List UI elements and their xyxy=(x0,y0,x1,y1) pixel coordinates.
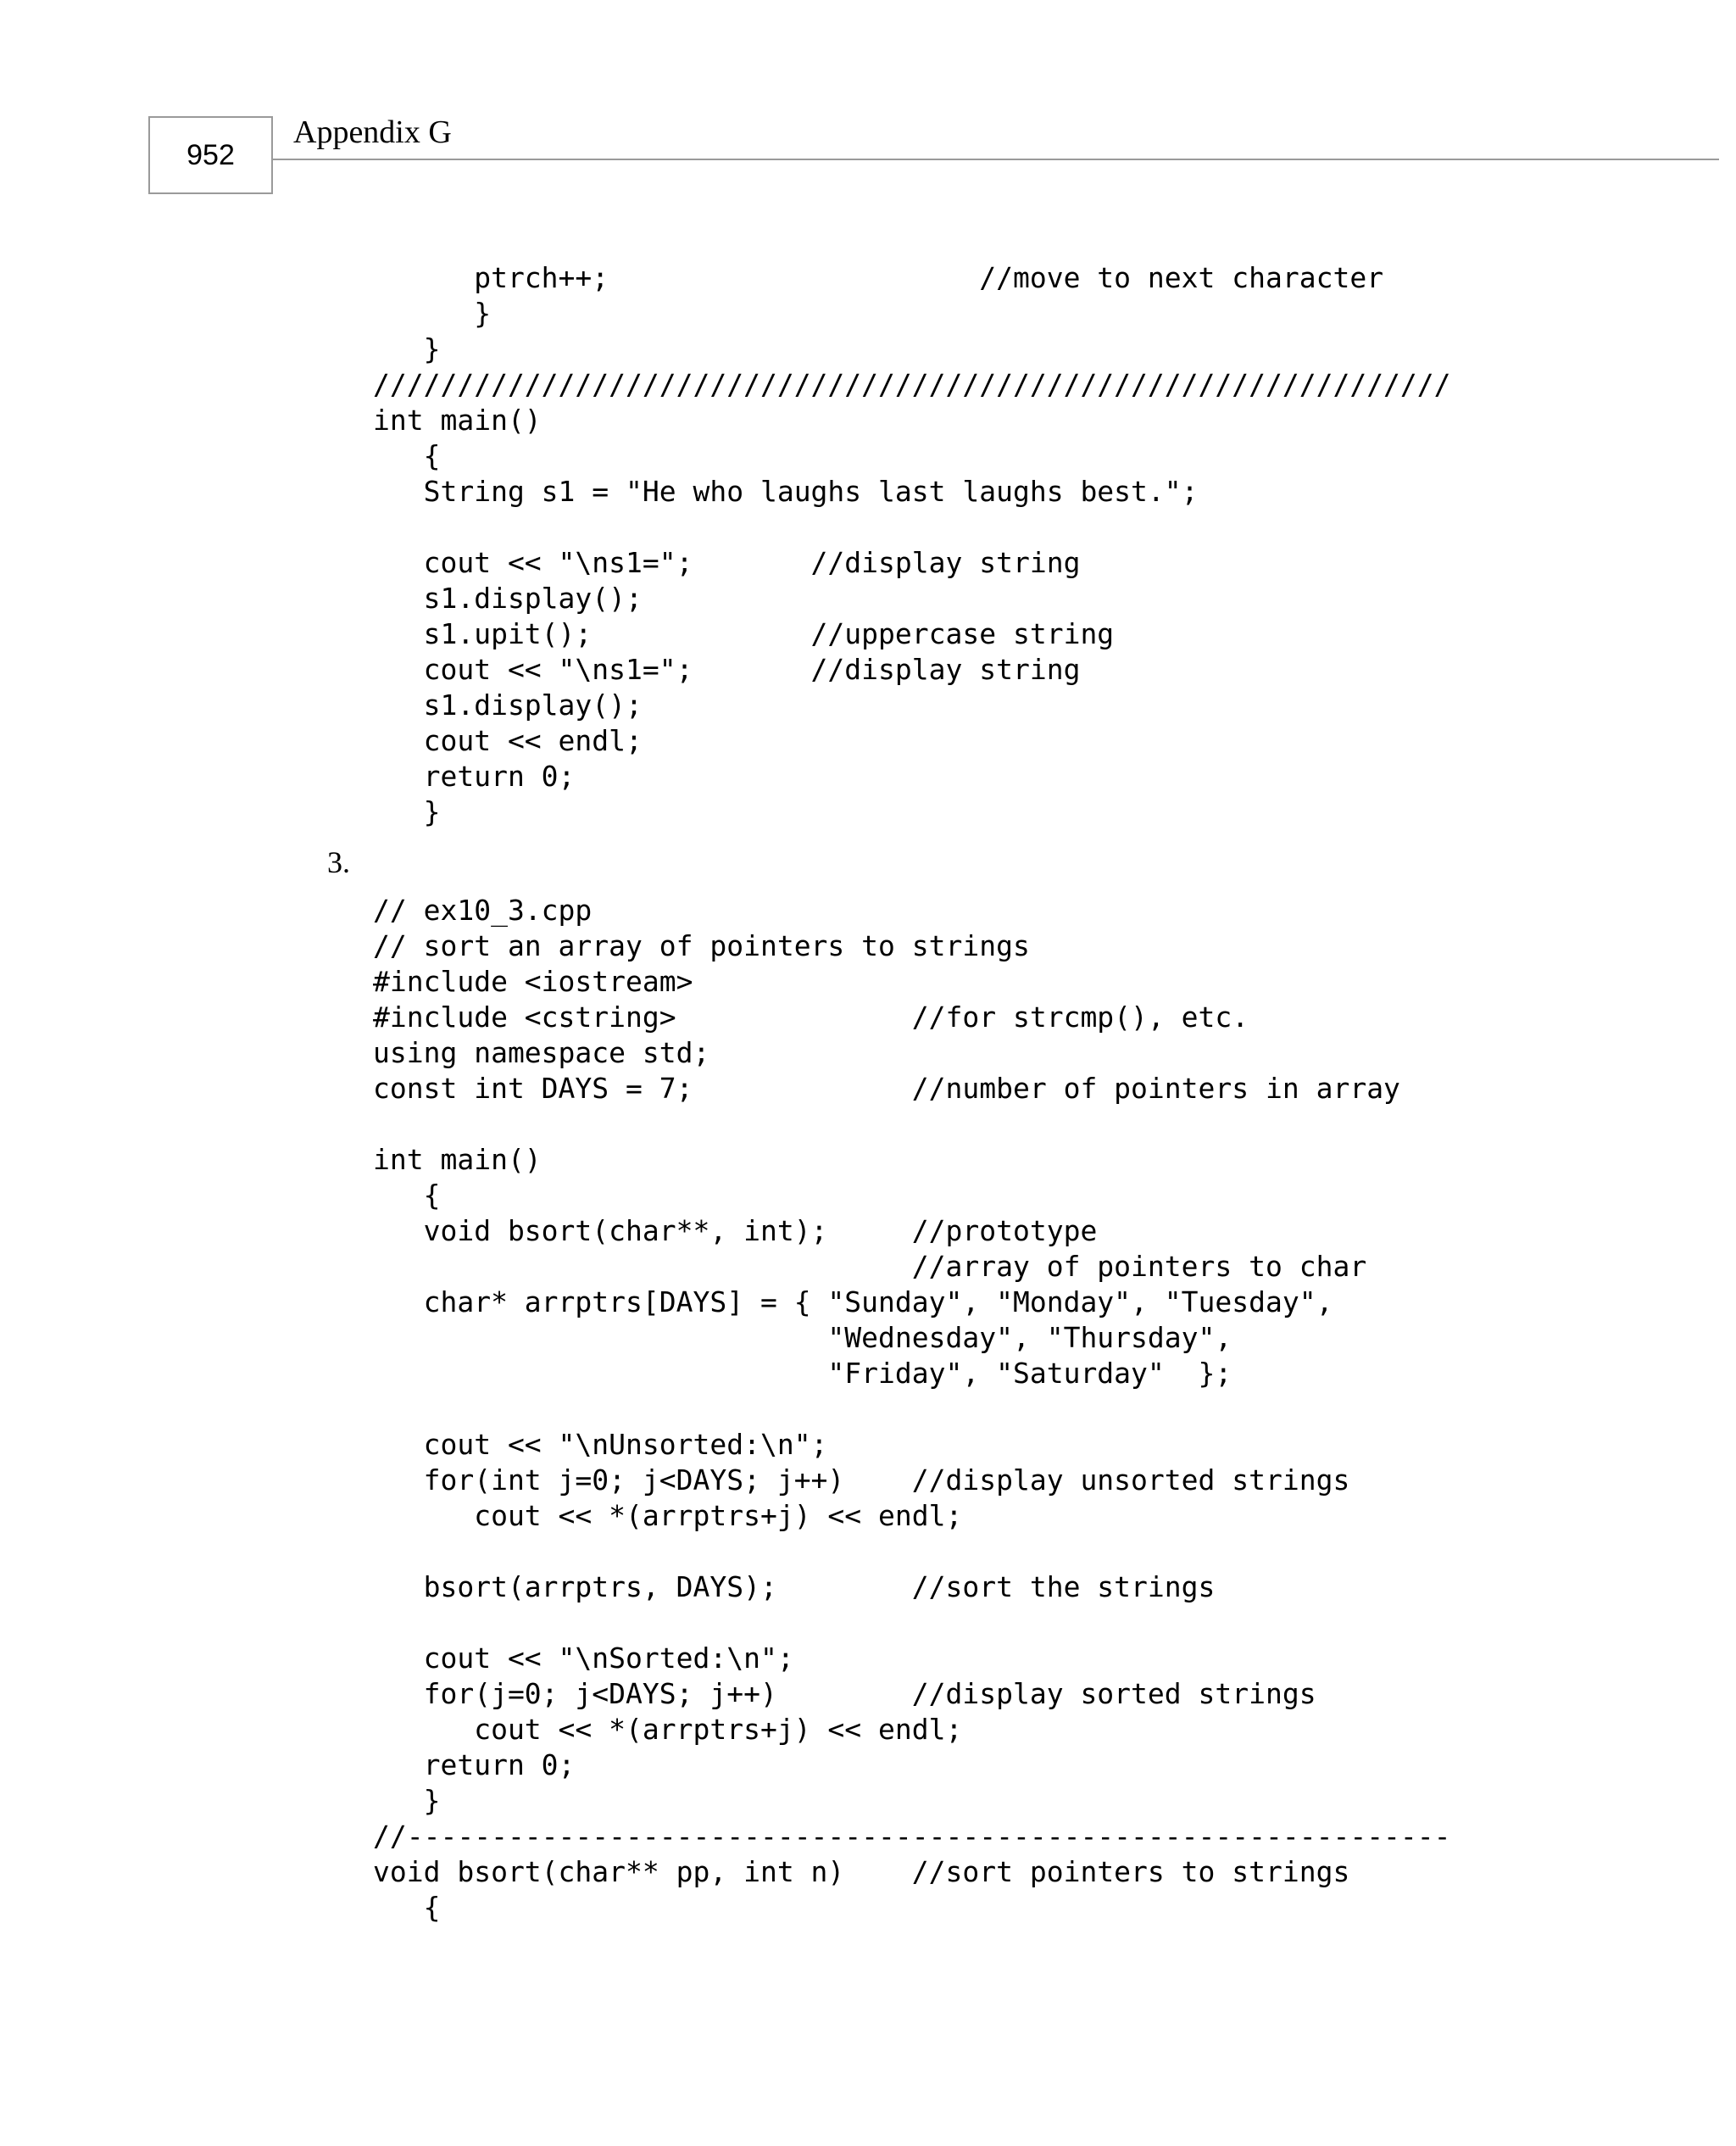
code-line: "Friday", "Saturday" }; xyxy=(373,1357,1232,1390)
code-line: for(j=0; j<DAYS; j++) //display sorted strings xyxy=(373,1677,1316,1710)
code-line: //array of pointers to char xyxy=(373,1250,1367,1283)
code-line: { xyxy=(373,439,441,472)
code-line: { xyxy=(373,1891,441,1924)
running-header-title: Appendix G xyxy=(293,114,452,150)
code-listing-top xyxy=(373,260,1451,830)
code-line: char* arrptrs[DAYS] = { "Sunday", "Monday", "Tuesday", xyxy=(373,1285,1333,1318)
code-line: String s1 = "He who laughs last laughs best."; xyxy=(373,475,1199,508)
code-line: for(int j=0; j<DAYS; j++) //display unsorted strings xyxy=(373,1463,1350,1497)
code-line: s1.upit(); //uppercase string xyxy=(373,617,1115,650)
code-line: cout << "\ns1="; //display string xyxy=(373,653,1081,686)
code-line: } xyxy=(373,1784,441,1817)
code-listing-bottom xyxy=(373,893,1451,1926)
code-line: } xyxy=(373,795,441,828)
code-line: //-------------------------------------------------------------- xyxy=(373,1820,1451,1853)
code-line: #include <iostream> xyxy=(373,965,693,998)
code-line: ptrch++; //move to next character xyxy=(373,261,1384,294)
code-line: cout << endl; xyxy=(373,724,643,757)
code-line: using namespace std; xyxy=(373,1036,710,1069)
code-line: cout << "\ns1="; //display string xyxy=(373,546,1081,579)
code-line: //////////////////////////////////////////////////////////////// xyxy=(373,368,1451,401)
code-line: s1.display(); xyxy=(373,582,643,615)
code-line: "Wednesday", "Thursday", xyxy=(373,1321,1232,1354)
code-line: bsort(arrptrs, DAYS); //sort the strings xyxy=(373,1570,1216,1603)
page-number: 952 xyxy=(148,116,273,194)
code-line: } xyxy=(373,297,492,330)
code-line: cout << "\nUnsorted:\n"; xyxy=(373,1428,828,1461)
code-line: { xyxy=(373,1179,441,1212)
code-line: void bsort(char**, int); //prototype xyxy=(373,1214,1098,1247)
code-line: s1.display(); xyxy=(373,688,643,722)
code-line: int main() xyxy=(373,404,542,437)
code-line: // ex10_3.cpp xyxy=(373,894,593,927)
code-line: cout << *(arrptrs+j) << endl; xyxy=(373,1499,963,1532)
code-line: } xyxy=(373,332,441,365)
code-line: // sort an array of pointers to strings xyxy=(373,929,1030,962)
code-line: #include <cstring> //for strcmp(), etc. xyxy=(373,1001,1249,1034)
exercise-number: 3. xyxy=(327,845,350,879)
code-line: void bsort(char** pp, int n) //sort pointers to strings xyxy=(373,1855,1350,1888)
code-line: cout << *(arrptrs+j) << endl; xyxy=(373,1713,963,1746)
header-rule xyxy=(273,159,1719,160)
code-line: const int DAYS = 7; //number of pointers in array xyxy=(373,1072,1400,1105)
code-line: int main() xyxy=(373,1143,542,1176)
code-line: return 0; xyxy=(373,760,576,793)
code-line: cout << "\nSorted:\n"; xyxy=(373,1642,794,1675)
code-line: return 0; xyxy=(373,1748,576,1781)
